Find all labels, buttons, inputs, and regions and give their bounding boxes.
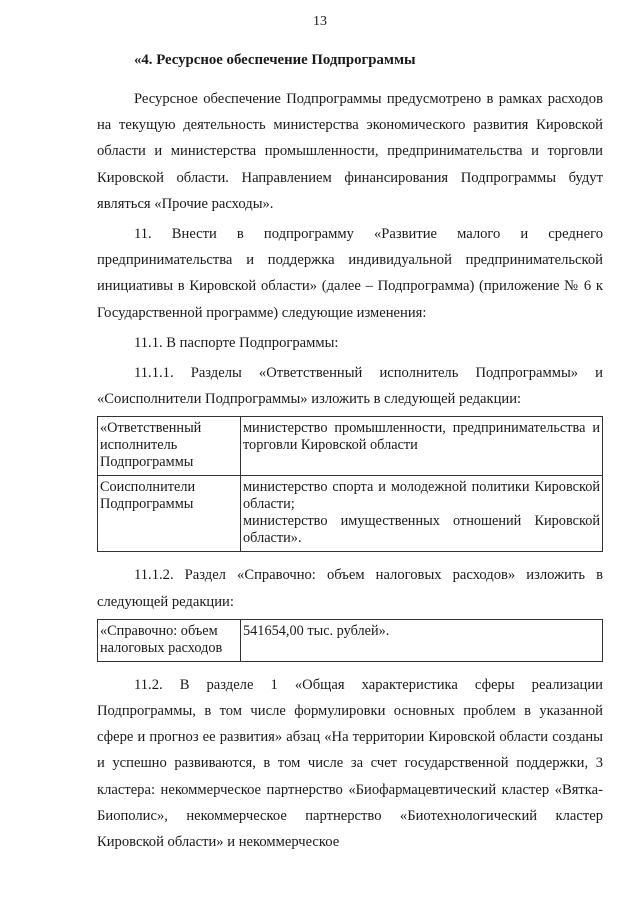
table-row [98, 476, 603, 552]
page-number: 13 [313, 14, 327, 29]
table-cell-value [241, 476, 603, 552]
paragraph-item-11-2: 11.2. В разделе 1 «Общая характеристика сферы реализации Подпрограммы, в том числе формулировки основных проблем в указанной сфере и прогноз ее развития» абзац «На территории Кировской области созданы и успешно развиваются, в том числе за счет государственной поддержки, 3 кластера: некоммерческое партнерство «Биофармацевтический кластер «Вятка-Биополис», некоммерческое партнерство «Биотехнологический кластер Кировской области» и некоммерческое [97, 676, 603, 851]
tax-expenditures-table [97, 619, 603, 662]
paragraph-item-11-1-2: 11.1.2. Раздел «Справочно: объем налоговых расходов» изложить в следующей редакции: [97, 567, 603, 610]
section-heading: «4. Ресурсное обеспечение Подпрограммы [134, 52, 416, 68]
table-cell-value [241, 417, 603, 476]
responsible-executors-table [97, 416, 603, 552]
paragraph-resource-provision: Ресурсное обеспечение Подпрограммы предусмотрено в рамках расходов на текущую деятельность министерства экономического развития Кировской области и министерства промышленности, предпринимательства и торговли Кировской области. Направлением финансирования Подпрограммы будут являться «Прочие расходы». [97, 91, 603, 212]
table-row [98, 417, 603, 476]
table-cell-label: «Ответственный исполнитель Подпрограммы [98, 417, 241, 476]
table-cell-line: министерство спорта и молодежной политики Кировской области; [243, 479, 600, 513]
paragraph-item-11-1-1: 11.1.1. Разделы «Ответственный исполнитель Подпрограммы» и «Соисполнители Подпрограммы» изложить в следующей редакции: [97, 365, 603, 408]
table-row [98, 619, 603, 661]
paragraph-item-11-1: 11.1. В паспорте Подпрограммы: [134, 334, 339, 351]
paragraph-item-11: 11. Внести в подпрограмму «Развитие малого и среднего предпринимательства и поддержка индивидуальной предпринимательской инициативы в Кировской области» (далее – Подпрограмма) (приложение № 6 к Государственной программе) следующие изменения: [97, 226, 603, 321]
table-cell-line: министерство промышленности, предпринимательства и торговли Кировской области [243, 420, 600, 454]
table-cell-line: министерство имущественных отношений Кировской области». [243, 513, 600, 547]
table-cell-label: «Справочно: объем налоговых расходов [98, 619, 241, 661]
table-cell-value: 541654,00 тыс. рублей». [241, 619, 603, 661]
table-cell-label: Соисполнители Подпрограммы [98, 476, 241, 552]
document-body [97, 50, 603, 855]
